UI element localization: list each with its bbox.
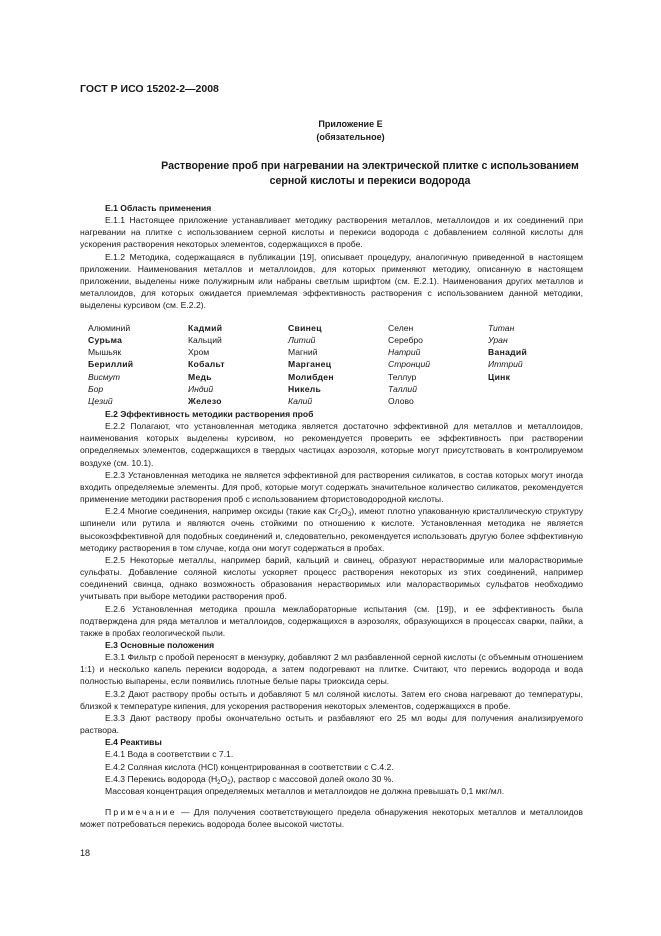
paragraph: Массовая концентрация определяемых металлов и металлоидов не должна превышать 0,1 мкг/мл. (105, 785, 505, 796)
element-column (188, 322, 288, 407)
title-line: Растворение проб при нагревании на электрической плитке с использованием (161, 160, 579, 172)
text: ), имеют плотно упакованную кристаллическую структуру шпинели или рутила и являются очень стойкими по отношению к кислоте. Установленная методика не является высокоэффективной для подобных соединений и, следовательно, рекомендуется использовать другую более эффективную методику растворения в том случае, когда они могут содержаться в пробах. (80, 506, 583, 553)
annex-label: Приложение Е (318, 119, 383, 129)
paragraph: Е.3.1 Фильтр с пробой переносят в мензурку, добавляют 2 мл разбавленной серной кислоты (с объемным отношением 1:1) и несколько капель перекиси водорода, а затем подогревают на плитке. Считают, что перекись водорода и вода полностью выпарены, если появились плотные белые пары триоксида серы. (80, 652, 583, 687)
text: Е.2.4 Многие соединения, например оксиды (такие как Cr (105, 506, 338, 517)
element-name: Бор (88, 383, 104, 394)
element-column (88, 322, 188, 407)
paragraph (80, 505, 583, 554)
element-name: Калий (288, 395, 313, 406)
element-name: Селен (388, 323, 414, 333)
note (80, 806, 583, 830)
section-e1 (80, 202, 583, 311)
element-name: Натрий (388, 347, 421, 358)
element-name: Цезий (88, 395, 113, 406)
section-heading: Е.3 Основные положения (105, 639, 215, 650)
element-name: Хром (188, 347, 210, 358)
element-column (388, 322, 488, 407)
subscript: 2 (337, 512, 342, 519)
paragraph: Е.2.5 Некоторые металлы, например барий, кальций и свинец, образуют нерастворимые или малорастворимые сульфаты. Добавление соляной кислоты ускоряет процесс растворения некоторых из этих соединений, например соединений свинца, однако возможность образования нерастворимых или малорастворимых сульфатов необходимо учитывать при выборе методики растворения проб. (80, 554, 583, 602)
paragraph: Е.1.2 Методика, содержащаяся в публикации [19], описывает процедуру, аналогичную приведенной в настоящем приложении. Наименования металлов и металлоидов, для которых применяют методику, описанную в настоящем приложении, выделены ниже полужирным или набраны светлым шрифтом (см. Е.2.1). Наименования других металлов и металлоидов, для которых ожидается приемлемая эффективность растворения с использованием данной методики, выделены курсивом (см. Е.2.2). (80, 251, 583, 311)
paragraph: Е.3.2 Дают раствору пробы остыть и добавляют 5 мл соляной кислоты. Затем его снова нагревают до температуры, близкой к температуре кипения, для ускорения растворения некоторых элементов, содержащихся в пробе. (80, 688, 583, 711)
element-name: Кадмий (188, 323, 223, 333)
paragraph: Е.3.3 Дают раствору пробы окончательно остыть и разбавляют его 25 мл воды для получения анализируемого раствора. (80, 712, 583, 736)
element-name: Магний (288, 347, 318, 358)
paragraph: Е.1.1 Настоящее приложение устанавливает методику растворения металлов, металлоидов и их соединений при нагревании на плитке с использованием серной кислоты и перекиси водорода с добавлением соляной кислоты для ускорения растворения некоторых элементов, содержащихся в пробе. (80, 215, 583, 250)
section-e2-e4 (80, 408, 583, 830)
element-name: Серебро (388, 335, 423, 346)
element-name: Кобальт (188, 359, 225, 370)
element-name: Иттрий (488, 359, 523, 370)
element-name: Бериллий (88, 359, 134, 370)
element-name: Олово (388, 395, 414, 406)
element-name: Железо (188, 395, 222, 406)
title-line: серной кислоты и перекиси водорода (269, 175, 471, 187)
annex-status: (обязательное) (316, 132, 385, 142)
element-name: Никель (288, 383, 322, 394)
paragraph: Е.2.6 Установленная методика прошла межлабораторные испытания (см. [19]), и ее эффективность была подтверждена для ряда металлов и металлоидов, содержащихся в аэрозолях, образующихся в процессах сварки, пайки, а также в пробах геологической пыли. (80, 603, 583, 638)
element-name: Висмут (88, 371, 121, 382)
element-name: Стронций (388, 359, 431, 370)
paragraph: Е.2.3 Установленная методика не является эффективной для растворения силикатов, в состав которых могут иногда входить определяемые элементы. Для проб, которые могут содержать значительное количество силикатов, рекомендуется применение методики растворения проб с использованием фтористоводородной кислоты. (80, 469, 583, 505)
element-name: Кальций (188, 335, 222, 346)
subscript: 2 (217, 779, 221, 786)
element-name: Литий (288, 335, 316, 346)
note-label: Примечание (105, 807, 177, 817)
element-list (88, 322, 588, 407)
element-name: Медь (188, 371, 212, 382)
element-name: Алюминий (88, 323, 131, 333)
element-name: Титан (488, 323, 515, 333)
paragraph (80, 773, 583, 785)
element-name: Сурьма (88, 335, 123, 346)
element-name: Цинк (488, 371, 511, 382)
paragraph: Е.4.1 Вода в соответствии с 7.1. (105, 749, 234, 760)
text: O (341, 506, 348, 517)
annex-title (120, 159, 620, 189)
section-heading: Е.1 Область применения (105, 203, 212, 213)
element-column (488, 322, 588, 407)
element-column (288, 322, 388, 407)
element-name: Молибден (288, 371, 334, 382)
document-id: ГОСТ Р ИСО 15202-2—2008 (80, 83, 219, 95)
section-heading: Е.2 Эффективность методики растворения проб (105, 409, 314, 419)
subscript: 3 (347, 512, 352, 519)
text: Е.4.3 Перекись водорода (H (105, 773, 218, 784)
element-name: Ванадий (488, 347, 528, 358)
element-name: Марганец (288, 359, 332, 370)
note-text: — Для получения соответствующего предела обнаружения некоторых металлов и металлоидов может потребоваться перекись водорода более высокой чистоты. (80, 807, 583, 830)
subscript: 2 (227, 779, 231, 786)
page-number: 18 (80, 848, 91, 858)
element-name: Мышьяк (88, 347, 122, 358)
section-heading: Е.4 Реактивы (105, 737, 162, 748)
paragraph: Е.2.2 Полагают, что установленная методика является достаточно эффективной для металлов и металлоидов, наименования которых выделены курсивом, но рекомендуется проверить ее эффективность при растворении определяемых элементов, содержащихся в твердых частицах аэрозоля, которые могут присутствовать в контролируемом воздухе (см. 10.1). (80, 421, 583, 468)
element-name: Индий (188, 383, 214, 394)
text: ), раствор с массовой долей около 30 %. (230, 773, 394, 784)
element-name: Уран (488, 335, 508, 346)
element-name: Теллур (388, 371, 417, 382)
text: O (220, 773, 228, 784)
element-name: Таллий (388, 383, 417, 394)
paragraph: Е.4.2 Соляная кислота (HCl) концентрированная в соответствии с С.4.2. (105, 761, 394, 772)
element-name: Свинец (288, 323, 322, 333)
